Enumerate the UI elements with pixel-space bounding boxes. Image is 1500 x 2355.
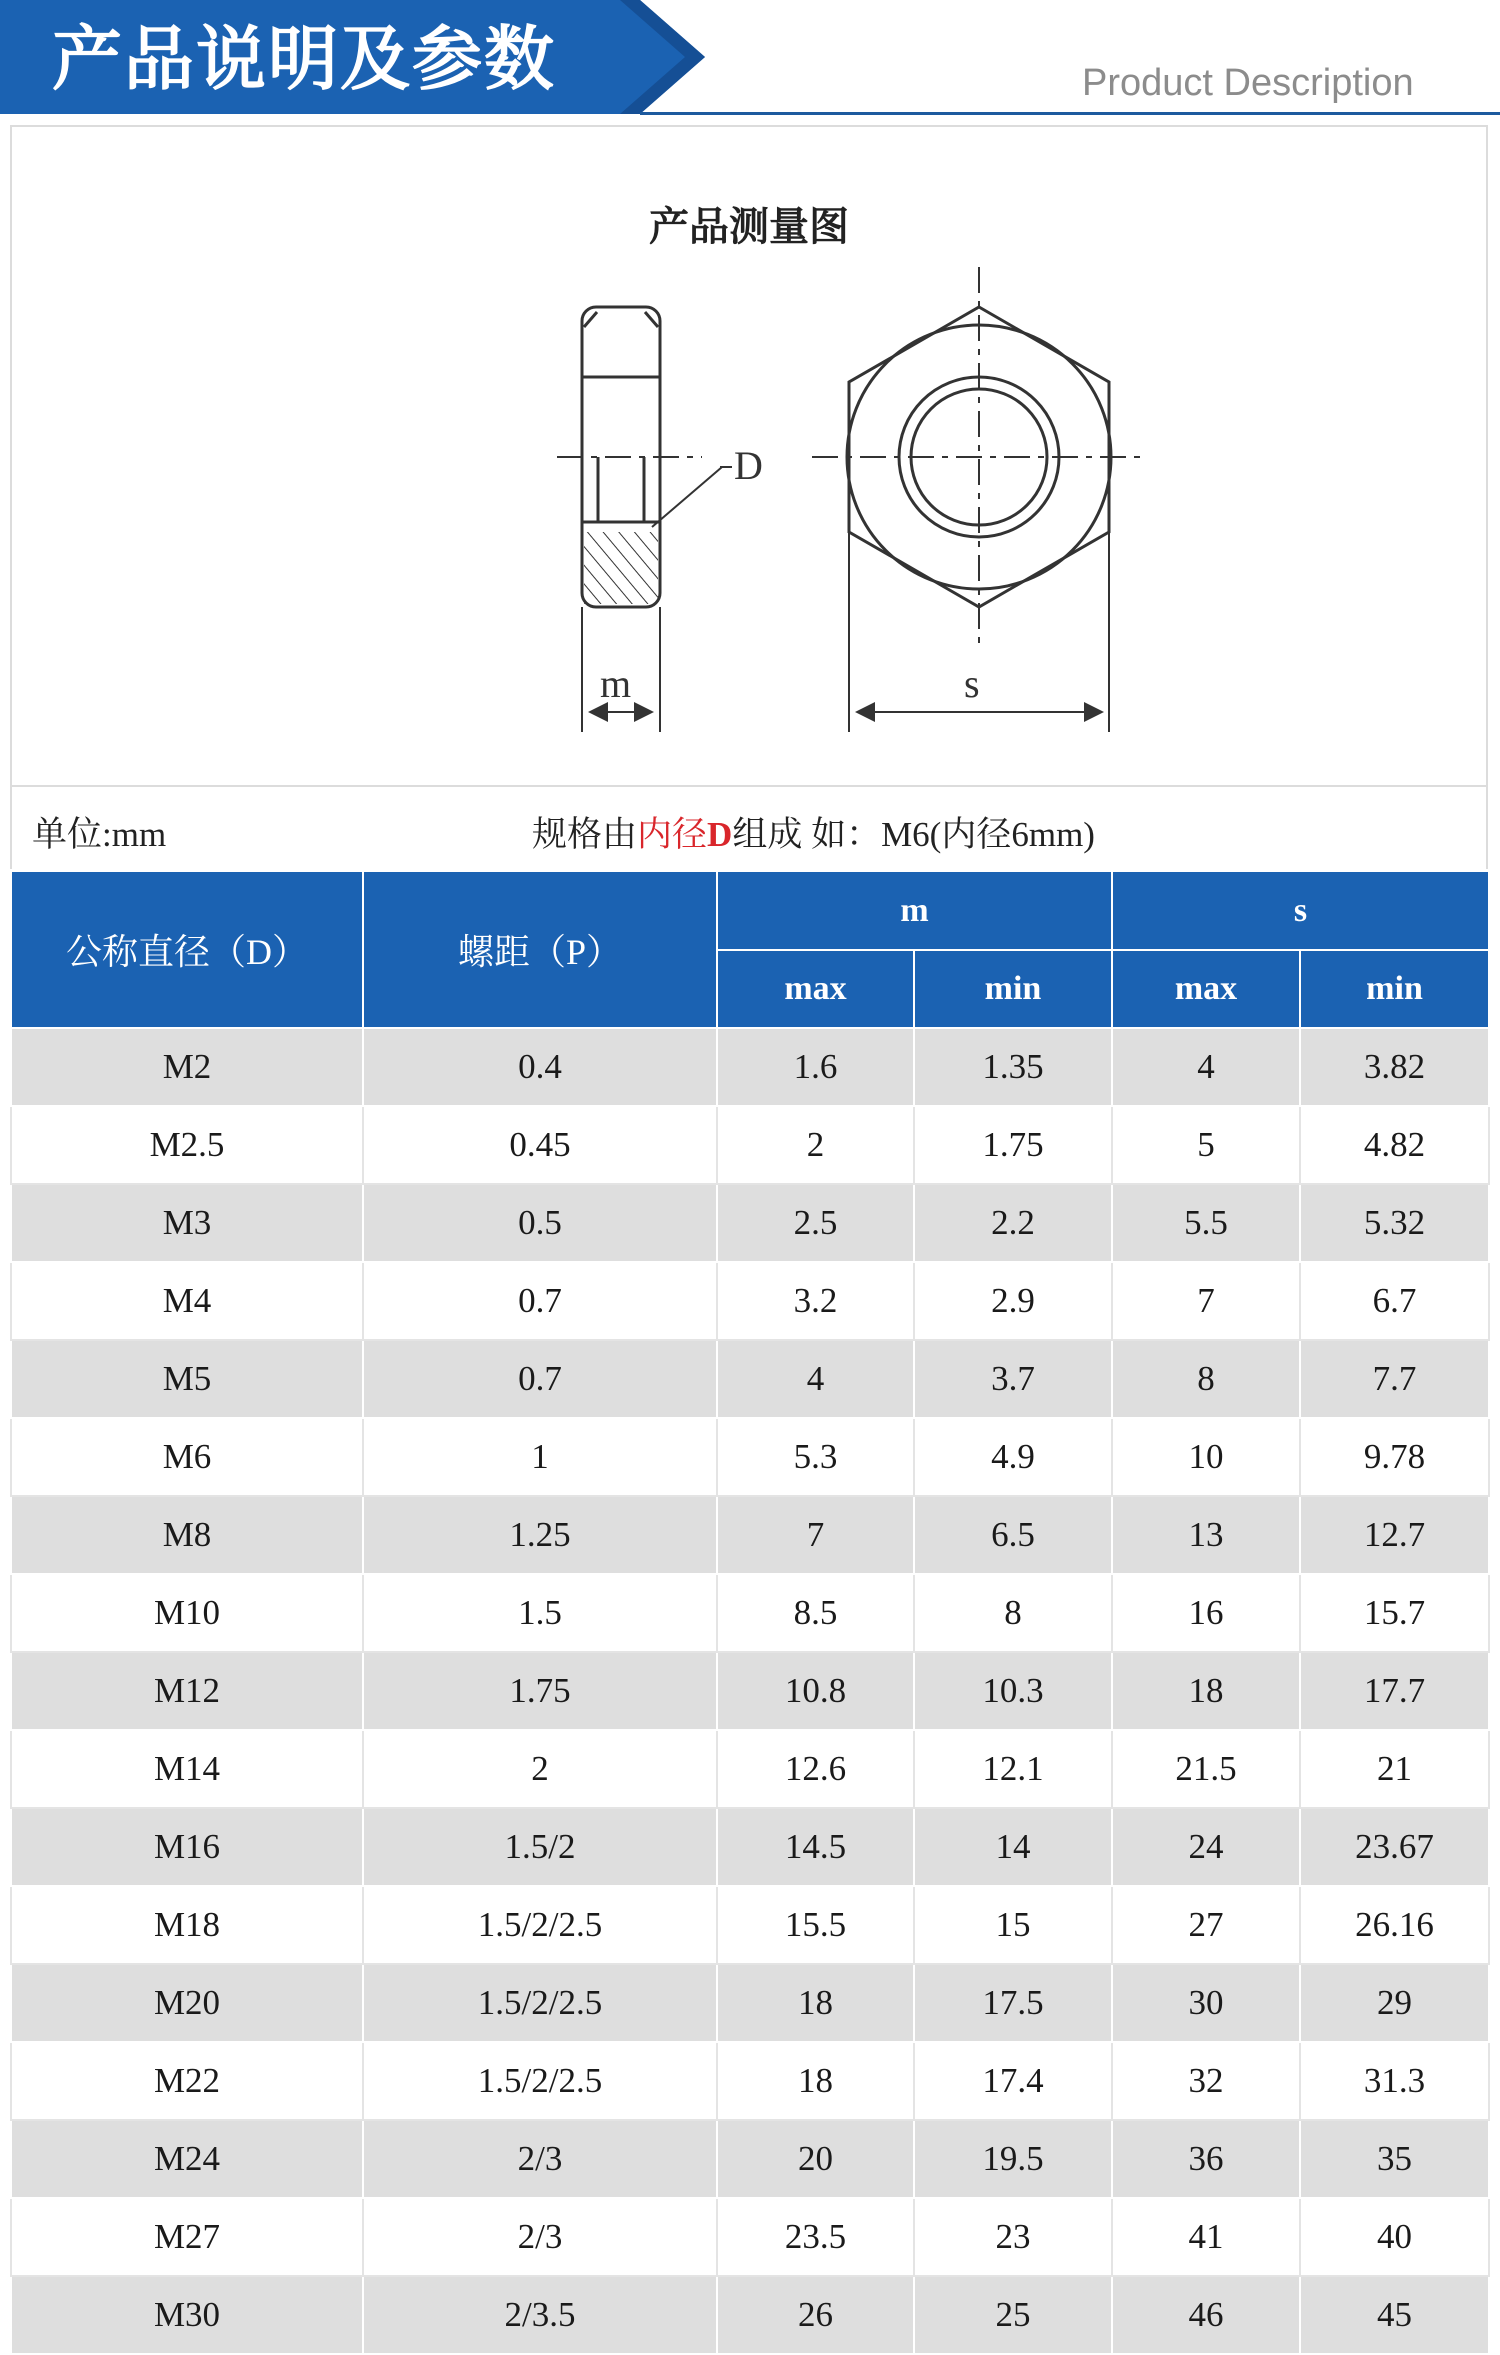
- unit-label: 单位:mm: [32, 815, 167, 854]
- cell-pitch: 1.75: [363, 1652, 717, 1730]
- cell-s-max: 21.5: [1112, 1730, 1300, 1808]
- spec-table: [10, 870, 1490, 2355]
- table-row: [11, 2276, 1489, 2354]
- cell-nominal: M20: [11, 1964, 363, 2042]
- spec-table-header: [11, 871, 1489, 1028]
- cell-m-max: 2.5: [717, 1184, 914, 1262]
- spec-table-body: [11, 1028, 1489, 2354]
- cell-nominal: M2: [11, 1028, 363, 1106]
- diagram-title: 产品测量图: [649, 204, 849, 250]
- cell-m-min: 25: [914, 2276, 1112, 2354]
- cell-s-max: 13: [1112, 1496, 1300, 1574]
- cell-pitch: 0.4: [363, 1028, 717, 1106]
- table-row: [11, 1184, 1489, 1262]
- cell-s-min: 29: [1300, 1964, 1489, 2042]
- cell-m-min: 15: [914, 1886, 1112, 1964]
- table-row: [11, 1808, 1489, 1886]
- cell-nominal: M4: [11, 1262, 363, 1340]
- cell-nominal: M5: [11, 1340, 363, 1418]
- label-m: m: [600, 661, 632, 706]
- header-s: s: [1112, 871, 1489, 950]
- cell-m-min: 12.1: [914, 1730, 1112, 1808]
- cell-pitch: 1.5: [363, 1574, 717, 1652]
- cell-m-max: 2: [717, 1106, 914, 1184]
- cell-s-max: 32: [1112, 2042, 1300, 2120]
- table-row: [11, 1886, 1489, 1964]
- table-row: [11, 1106, 1489, 1184]
- unit-row: [10, 787, 1488, 869]
- cell-nominal: M2.5: [11, 1106, 363, 1184]
- cell-m-max: 23.5: [717, 2198, 914, 2276]
- cell-s-min: 3.82: [1300, 1028, 1489, 1106]
- cell-m-max: 7: [717, 1496, 914, 1574]
- spec-note: [532, 807, 1095, 857]
- cell-pitch: 2/3.5: [363, 2276, 717, 2354]
- nut-measurement-diagram: [12, 127, 1490, 789]
- cell-nominal: M24: [11, 2120, 363, 2198]
- cell-pitch: 0.7: [363, 1262, 717, 1340]
- cell-s-max: 41: [1112, 2198, 1300, 2276]
- cell-s-min: 26.16: [1300, 1886, 1489, 1964]
- header-nominal-diameter: 公称直径（D）: [11, 871, 363, 1028]
- table-row: [11, 1418, 1489, 1496]
- cell-m-min: 10.3: [914, 1652, 1112, 1730]
- cell-s-min: 5.32: [1300, 1184, 1489, 1262]
- cell-s-min: 15.7: [1300, 1574, 1489, 1652]
- nut-side-view: [557, 307, 732, 732]
- header-m-max: max: [717, 950, 914, 1028]
- cell-m-min: 23: [914, 2198, 1112, 2276]
- header-s-max: max: [1112, 950, 1300, 1028]
- cell-s-max: 30: [1112, 1964, 1300, 2042]
- cell-s-max: 36: [1112, 2120, 1300, 2198]
- spec-note-suffix: 组成 如：M6(内径6mm): [732, 815, 1095, 854]
- cell-m-min: 3.7: [914, 1340, 1112, 1418]
- cell-m-max: 1.6: [717, 1028, 914, 1106]
- table-row: [11, 1496, 1489, 1574]
- label-s: s: [964, 661, 980, 706]
- cell-s-max: 16: [1112, 1574, 1300, 1652]
- cell-pitch: 1.5/2/2.5: [363, 1886, 717, 1964]
- cell-s-min: 23.67: [1300, 1808, 1489, 1886]
- cell-nominal: M10: [11, 1574, 363, 1652]
- cell-s-min: 31.3: [1300, 2042, 1489, 2120]
- table-row: [11, 1652, 1489, 1730]
- cell-pitch: 0.7: [363, 1340, 717, 1418]
- cell-s-min: 17.7: [1300, 1652, 1489, 1730]
- cell-pitch: 1.5/2/2.5: [363, 1964, 717, 2042]
- cell-s-min: 6.7: [1300, 1262, 1489, 1340]
- table-row: [11, 1340, 1489, 1418]
- spec-note-highlight: 内径: [637, 815, 708, 854]
- cell-m-min: 6.5: [914, 1496, 1112, 1574]
- cell-m-max: 10.8: [717, 1652, 914, 1730]
- cell-s-max: 7: [1112, 1262, 1300, 1340]
- cell-m-min: 4.9: [914, 1418, 1112, 1496]
- table-row: [11, 1730, 1489, 1808]
- cell-m-min: 2.2: [914, 1184, 1112, 1262]
- cell-pitch: 0.5: [363, 1184, 717, 1262]
- cell-m-min: 17.4: [914, 2042, 1112, 2120]
- table-row: [11, 1964, 1489, 2042]
- header-divider: [640, 112, 1500, 115]
- cell-m-max: 8.5: [717, 1574, 914, 1652]
- cell-m-max: 5.3: [717, 1418, 914, 1496]
- cell-s-min: 12.7: [1300, 1496, 1489, 1574]
- cell-pitch: 0.45: [363, 1106, 717, 1184]
- table-row: [11, 2042, 1489, 2120]
- cell-m-max: 18: [717, 2042, 914, 2120]
- cell-nominal: M30: [11, 2276, 363, 2354]
- page-header: [0, 0, 1500, 120]
- cell-m-min: 1.35: [914, 1028, 1112, 1106]
- cell-s-max: 8: [1112, 1340, 1300, 1418]
- cell-s-max: 46: [1112, 2276, 1300, 2354]
- cell-m-min: 1.75: [914, 1106, 1112, 1184]
- cell-pitch: 1.25: [363, 1496, 717, 1574]
- cell-nominal: M27: [11, 2198, 363, 2276]
- cell-m-max: 20: [717, 2120, 914, 2198]
- cell-m-min: 2.9: [914, 1262, 1112, 1340]
- cell-m-max: 3.2: [717, 1262, 914, 1340]
- cell-s-max: 10: [1112, 1418, 1300, 1496]
- cell-s-min: 21: [1300, 1730, 1489, 1808]
- table-row: [11, 2120, 1489, 2198]
- page-title: 产品说明及参数: [52, 18, 556, 100]
- cell-s-min: 45: [1300, 2276, 1489, 2354]
- cell-s-max: 24: [1112, 1808, 1300, 1886]
- cell-nominal: M12: [11, 1652, 363, 1730]
- header-m-min: min: [914, 950, 1112, 1028]
- cell-m-max: 14.5: [717, 1808, 914, 1886]
- cell-nominal: M6: [11, 1418, 363, 1496]
- cell-s-min: 9.78: [1300, 1418, 1489, 1496]
- cell-m-min: 14: [914, 1808, 1112, 1886]
- cell-s-max: 4: [1112, 1028, 1300, 1106]
- cell-s-min: 4.82: [1300, 1106, 1489, 1184]
- cell-s-min: 40: [1300, 2198, 1489, 2276]
- cell-s-max: 27: [1112, 1886, 1300, 1964]
- cell-pitch: 2/3: [363, 2198, 717, 2276]
- cell-pitch: 2: [363, 1730, 717, 1808]
- cell-m-max: 12.6: [717, 1730, 914, 1808]
- cell-s-min: 35: [1300, 2120, 1489, 2198]
- cell-s-max: 5.5: [1112, 1184, 1300, 1262]
- cell-s-max: 18: [1112, 1652, 1300, 1730]
- cell-m-max: 26: [717, 2276, 914, 2354]
- cell-s-min: 7.7: [1300, 1340, 1489, 1418]
- table-row: [11, 1028, 1489, 1106]
- header-pitch: 螺距（P）: [363, 871, 717, 1028]
- cell-pitch: 1: [363, 1418, 717, 1496]
- cell-pitch: 1.5/2/2.5: [363, 2042, 717, 2120]
- cell-nominal: M3: [11, 1184, 363, 1262]
- diagram-card: [10, 125, 1488, 787]
- spec-note-d: D: [707, 815, 733, 854]
- cell-m-max: 4: [717, 1340, 914, 1418]
- header-m: m: [717, 871, 1112, 950]
- cell-nominal: M22: [11, 2042, 363, 2120]
- cell-nominal: M16: [11, 1808, 363, 1886]
- table-row: [11, 1262, 1489, 1340]
- cell-m-min: 19.5: [914, 2120, 1112, 2198]
- cell-m-max: 18: [717, 1964, 914, 2042]
- table-row: [11, 1574, 1489, 1652]
- page-subtitle: Product Description: [1082, 62, 1414, 104]
- cell-nominal: M18: [11, 1886, 363, 1964]
- cell-pitch: 1.5/2: [363, 1808, 717, 1886]
- cell-m-max: 15.5: [717, 1886, 914, 1964]
- cell-s-max: 5: [1112, 1106, 1300, 1184]
- label-d: D: [734, 443, 763, 488]
- table-row: [11, 2198, 1489, 2276]
- cell-nominal: M8: [11, 1496, 363, 1574]
- cell-m-min: 17.5: [914, 1964, 1112, 2042]
- cell-nominal: M14: [11, 1730, 363, 1808]
- cell-pitch: 2/3: [363, 2120, 717, 2198]
- spec-note-prefix: 规格由: [532, 815, 638, 854]
- cell-m-min: 8: [914, 1574, 1112, 1652]
- header-s-min: min: [1300, 950, 1489, 1028]
